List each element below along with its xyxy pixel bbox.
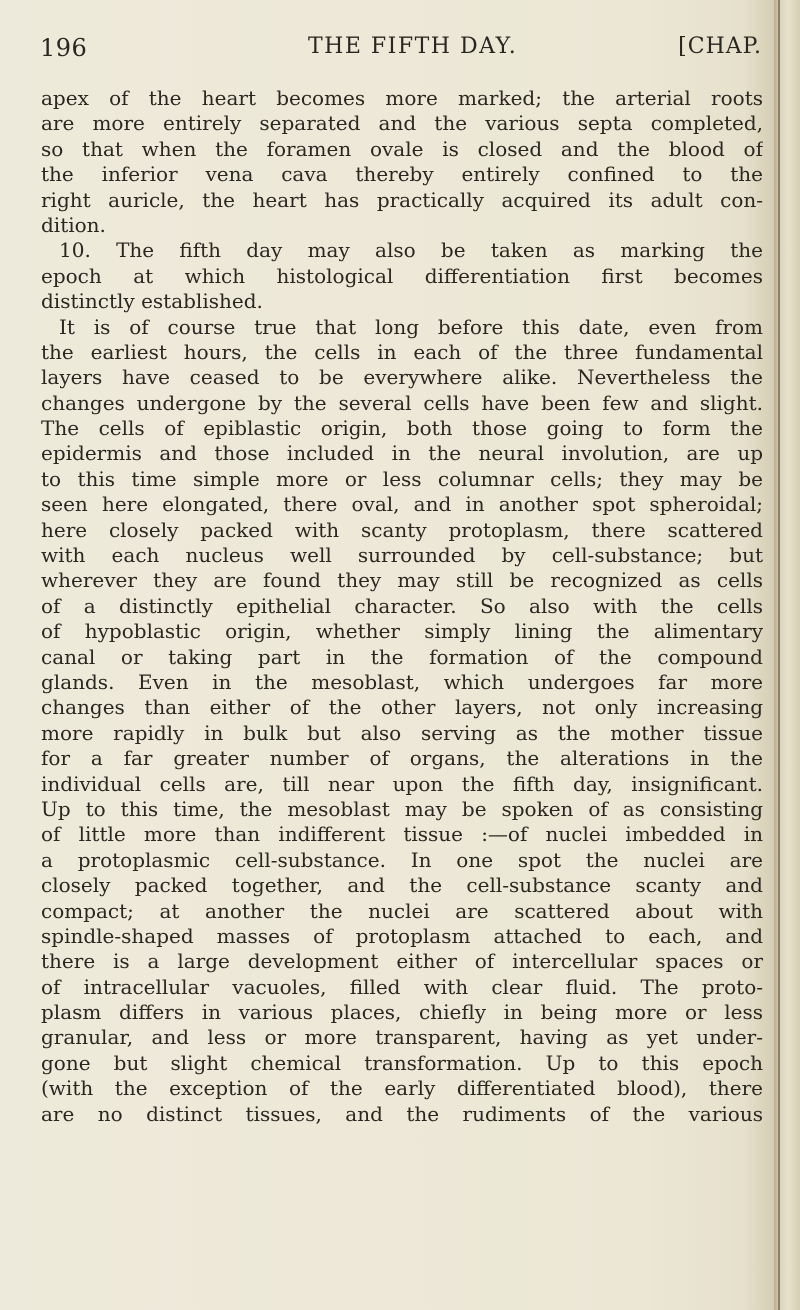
text-line: for a far greater number of organs, the alterations in the [41, 746, 763, 771]
text-line: (with the exception of the early differentiated blood), there [41, 1076, 763, 1101]
text-line: here closely packed with scanty protoplasm, there scattered [41, 517, 763, 542]
text-line: a protoplasmic cell-substance. In one spot the nuclei are [41, 847, 763, 872]
text-line: canal or taking part in the formation of the compound [41, 644, 763, 669]
text-line: distinctly established. [41, 289, 263, 314]
text-line: gone but slight chemical transformation. Up to this epoch [41, 1050, 763, 1075]
text-line: epidermis and those included in the neural involution, are up [41, 441, 763, 466]
text-line: spindle-shaped masses of protoplasm attached to each, and [41, 923, 763, 948]
text-line: of hypoblastic origin, whether simply lining the alimentary [41, 619, 763, 644]
text-line: plasm differs in various places, chiefly in being more or less [41, 1000, 763, 1025]
text-line: dition. [41, 212, 106, 237]
gutter-edge [778, 0, 780, 1310]
text-line: the inferior vena cava thereby entirely confined to the [41, 162, 763, 187]
text-line: granular, and less or more transparent, having as yet under- [41, 1025, 763, 1050]
text-line: changes than either of the other layers, not only increasing [41, 695, 763, 720]
text-line: to this time simple more or less columnar cells; they may be [41, 466, 763, 491]
text-line: there is a large development either of intercellular spaces or [41, 949, 763, 974]
text-line: individual cells are, till near upon the fifth day, insignificant. [41, 771, 763, 796]
text-line: the earliest hours, the cells in each of the three fundamental [41, 339, 763, 364]
text-line: right auricle, the heart has practically acquired its adult con- [41, 187, 763, 212]
chapter-tag: [CHAP. [678, 34, 762, 59]
text-line: apex of the heart becomes more marked; the arterial roots [41, 86, 763, 110]
running-head [40, 34, 762, 68]
text-line: It is of course true that long before this date, even from [59, 314, 763, 339]
body-text [41, 86, 763, 1127]
page-number: 196 [40, 34, 88, 62]
running-title: THE FIFTH DAY. [308, 34, 518, 59]
text-line: compact; at another the nuclei are scattered about with [41, 898, 763, 923]
text-line: epoch at which histological differentiation first becomes [41, 263, 763, 288]
text-line: of intracellular vacuoles, filled with clear fluid. The proto- [41, 974, 763, 999]
text-line: of a distinctly epithelial character. So also with the cells [41, 593, 763, 618]
text-line: closely packed together, and the cell-substance scanty and [41, 873, 763, 898]
text-line: more rapidly in bulk but also serving as the mother tissue [41, 720, 763, 745]
text-line: Up to this time, the mesoblast may be spoken of as consisting [41, 796, 763, 821]
text-line: of little more than indifferent tissue :—of nuclei imbedded in [41, 822, 763, 847]
text-line: 10. The fifth day may also be taken as marking the [59, 238, 763, 263]
text-line: The cells of epiblastic origin, both those going to form the [41, 416, 763, 441]
text-line: layers have ceased to be everywhere alike. Nevertheless the [41, 365, 763, 390]
text-line: changes undergone by the several cells have been few and slight. [41, 390, 763, 415]
text-line: wherever they are found they may still be recognized as cells [41, 568, 763, 593]
text-line: so that when the foramen ovale is closed and the blood of [41, 136, 763, 161]
text-line: are more entirely separated and the various septa completed, [41, 111, 763, 136]
text-line: are no distinct tissues, and the rudiments of the various [41, 1101, 763, 1126]
text-line: with each nucleus well surrounded by cell-substance; but [41, 543, 763, 568]
text-line: seen here elongated, there oval, and in another spot spheroidal; [41, 492, 763, 517]
text-line: glands. Even in the mesoblast, which undergoes far more [41, 669, 763, 694]
